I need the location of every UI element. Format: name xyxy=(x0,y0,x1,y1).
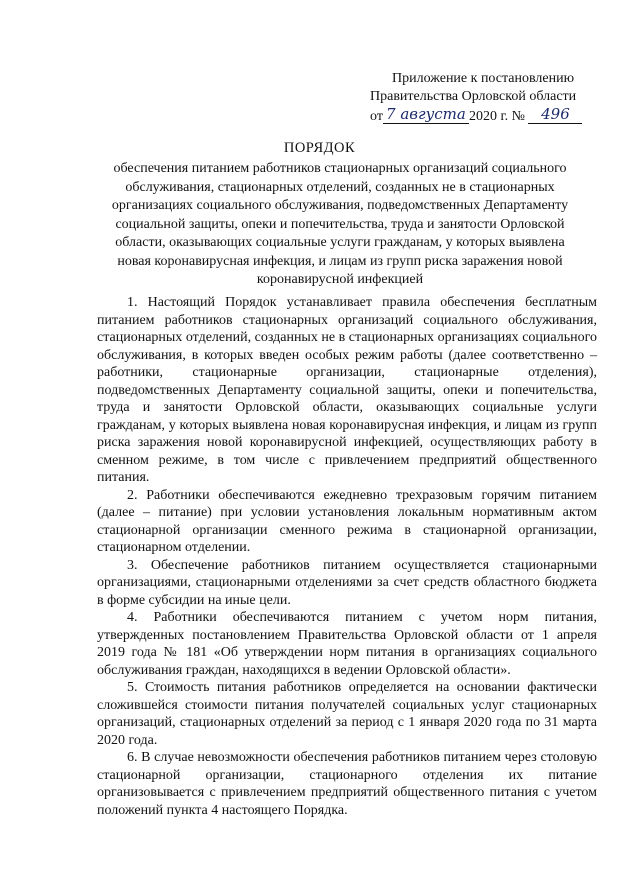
appendix-line-1: Приложение к постановлению xyxy=(392,71,575,86)
from-prefix: от xyxy=(370,109,383,124)
handwritten-date: 7 августа xyxy=(383,105,469,124)
document-body xyxy=(97,294,597,819)
document-title: ПОРЯДОК xyxy=(283,140,356,156)
paragraph-5: 5. Стоимость питания работников определяется на основании фактически сложившейся стоимости питания получателей социальных услуг стационарных организаций, стационарных отделений за период с 1 января 2020 года по 31 марта 2020 года. xyxy=(97,680,597,748)
paragraph-3: 3. Обеспечение работников питанием осуществляется стационарными организациями, стационарными отделениями за счет средств областного бюджета в форме субсидии на иные цели. xyxy=(97,557,597,608)
appendix-date-line xyxy=(370,106,610,126)
paragraph-4: 4. Работники обеспечиваются питанием с учетом норм питания, утвержденных постановлением Правительства Орловской области от 1 апреля 2019 года № 181 «Об утверждении норм питания в организациях социального обслуживания граждан, находящихся в ведении Орловской области». xyxy=(97,610,597,678)
paragraph-6: 6. В случае невозможности обеспечения работников питанием через столовую стационарной организации, стационарного отделения их питание организовывается с привлечением предприятий общественного питания с учетом положений пункта 4 настоящего Порядка. xyxy=(97,750,597,818)
handwritten-number: 496 xyxy=(528,105,582,124)
document-subtitle: обеспечения питанием работников стационарных организаций социального обслуживания, стационарных отделений, созданных не в стационарных организациях социального обслуживания, подведомственных Департаменту социальной защиты, опеки и попечительства, труда и занятости Орловской области, оказывающих социальные услуги гражданам, у которых выявлена новая коронавирусная инфекция, и лицам из групп риска заражения новой коронавирусной инфекцией xyxy=(111,161,569,287)
appendix-header xyxy=(370,70,610,126)
paragraph-1: 1. Настоящий Порядок устанавливает правила обеспечения бесплатным питанием работников стационарных организаций социального обслуживания, стационарных отделений, созданных не в стационарных организациях социального обслуживания, в которых введен особых режим работы (далее соответственно – работники, стационарные организации, стационарные отделения), подведомственных Департаменту социальной защиты, опеки и попечительства, труда и занятости Орловской области, оказывающих социальные услуги гражданам, у которых выявлена новая коронавирусная инфекция, и лицам из групп риска заражения новой коронавирусной инфекцией, осуществляющих работу в сменном режиме, в том числе с привлечением предприятий общественного питания. xyxy=(97,295,597,485)
year-suffix: 2020 г. № xyxy=(468,109,525,124)
paragraph-2: 2. Работники обеспечиваются ежедневно трехразовым горячим питанием (далее – питание) при условии установления локальным нормативным актом стационарной организации сменного режима в стационарной организации, стационарном отделении. xyxy=(97,487,597,555)
appendix-line-2: Правительства Орловской области xyxy=(370,89,577,104)
